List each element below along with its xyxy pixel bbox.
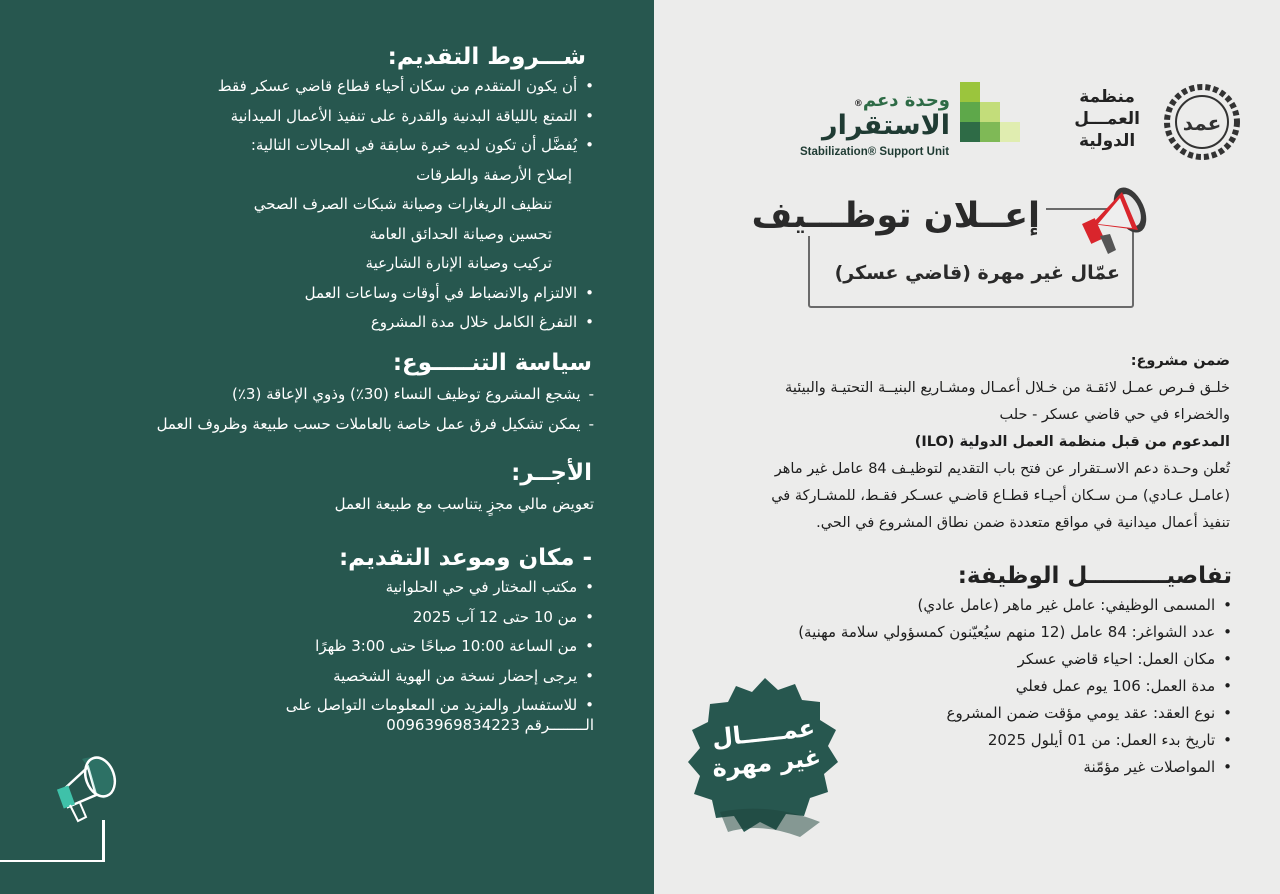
- announcement-subtitle: عمّال غير مهرة (قاضي عسكر): [834, 262, 1120, 284]
- list-item: • الالتزام والانضباط في أوقات وساعات العمل: [218, 279, 594, 309]
- list-item: إصلاح الأرصفة والطرقات: [416, 165, 572, 184]
- ssu-arabic-top: وحدة دعم®: [853, 90, 950, 111]
- ilo-emblem-icon: [1160, 82, 1244, 162]
- list-item: • يرجى إحضار نسخة من الهوية الشخصية: [286, 662, 594, 692]
- megaphone-outline-icon: [48, 735, 118, 865]
- ssu-arabic-main: الاستقرار: [822, 110, 950, 141]
- list-item: • التفرغ الكامل خلال مدة المشروع: [218, 308, 594, 338]
- list-item: • مكان العمل: احياء قاضي عسكر: [798, 646, 1232, 673]
- svg-text:عمد: عمد: [1182, 111, 1222, 135]
- application-list: [286, 573, 594, 721]
- list-item: • يُفضَّل أن تكون لديه خبرة سابقة في المجالات التالية:: [218, 131, 594, 161]
- list-item: • أن يكون المتقدم من سكان أحياء قطاع قاضي عسكر فقط: [218, 72, 594, 102]
- list-item: • من 10 حتى 12 آب 2025: [286, 603, 594, 633]
- list-item: • المواصلات غير مؤمّنة: [798, 754, 1232, 781]
- list-item: • للاستفسار والمزيد من المعلومات التواصل على: [286, 691, 594, 721]
- list-item: • المسمى الوظيفي: عامل غير ماهر (عامل عادي): [798, 592, 1232, 619]
- decorative-line: [103, 820, 105, 862]
- sticker-text: عمـــــال غير مهرة: [710, 713, 823, 783]
- ilo-name: منظمة العمـــل الدولية: [1074, 87, 1140, 151]
- list-item: - يشجع المشروع توظيف النساء (30٪) وذوي الإعاقة (3٪): [157, 380, 594, 410]
- list-item: • مدة العمل: 106 يوم عمل فعلي: [798, 673, 1232, 700]
- phone-label: الــــــــرقم: [524, 716, 594, 734]
- announcement-title: إعــلان توظـــيف: [746, 196, 1046, 236]
- wage-text: تعويض مالي مجزٍ يتناسب مع طبيعة العمل: [334, 495, 594, 513]
- list-item: • من الساعة 10:00 صباحًا حتى 3:00 ظهرًا: [286, 632, 594, 662]
- right-panel: [654, 0, 1280, 894]
- job-details-list: [798, 592, 1232, 781]
- ssu-english: Stabilization® Support Unit: [800, 146, 950, 158]
- list-item: تنظيف الريغارات وصيانة شبكات الصرف الصحي: [253, 195, 552, 213]
- project-support: المدعوم من قبل منظمة العمل الدولية (ILO): [914, 434, 1230, 450]
- project-announce-line: (عامـل عـادي) مـن سـكان أحيـاء قطـاع قاضـي عسـكر فقـط، للمشـاركة في: [771, 488, 1230, 504]
- ssu-blocks-icon: [960, 82, 1020, 142]
- project-desc-line: والخضراء في حي قاضي عسكر - حلب: [999, 407, 1230, 423]
- list-item: • تاريخ بدء العمل: من 01 أيلول 2025: [798, 727, 1232, 754]
- list-item: • مكتب المختار في حي الحلوانية: [286, 573, 594, 603]
- wage-title: الأجــر:: [511, 460, 592, 486]
- phone-line: [386, 716, 594, 734]
- list-item: تحسين وصيانة الحدائق العامة: [369, 224, 552, 243]
- ssu-logo: [800, 80, 1040, 160]
- project-announce-line: تُعلن وحـدة دعم الاسـتقرار عن فتح باب التقديم لتوظيـف 84 عامل غير ماهر: [774, 461, 1230, 477]
- ilo-logo: [1054, 80, 1244, 160]
- list-item: تركيب وصيانة الإنارة الشارعية: [365, 254, 552, 272]
- project-desc-line: خلـق فـرص عمـل لائقـة من خـلال أعمـال ومشـاريع البنيــة التحتيـة والبيئية: [785, 380, 1230, 396]
- sticker-badge: [680, 672, 850, 842]
- project-section: [670, 348, 1230, 537]
- diversity-list: [157, 380, 594, 439]
- application-title: - مكان وموعد التقديم:: [338, 545, 592, 571]
- list-item: • نوع العقد: عقد يومي مؤقت ضمن المشروع: [798, 700, 1232, 727]
- requirements-list: [218, 72, 594, 338]
- requirements-title: شـــروط التقديم:: [387, 44, 586, 70]
- project-announce-line: تنفيذ أعمال ميدانية في مواقع متعددة ضمن نطاق المشروع في الحي.: [816, 515, 1230, 531]
- list-item: - يمكن تشكيل فرق عمل خاصة بالعاملات حسب طبيعة وظروف العمل: [157, 410, 594, 440]
- phone-number: 00963969834223: [386, 716, 520, 734]
- list-item: • عدد الشواغر: 84 عامل (12 منهم سيُعيّنون كمسؤولي سلامة مهنية): [798, 619, 1232, 646]
- list-item: • التمتع باللياقة البدنية والقدرة على تنفيذ الأعمال الميدانية: [218, 102, 594, 132]
- megaphone-icon: [1080, 180, 1152, 262]
- project-label: ضمن مشروع:: [1130, 353, 1230, 369]
- job-details-title: تفاصيــــــــــل الوظيفة:: [957, 563, 1232, 589]
- diversity-title: سياسة التنـــــوع:: [392, 350, 592, 376]
- decorative-line: [0, 860, 105, 862]
